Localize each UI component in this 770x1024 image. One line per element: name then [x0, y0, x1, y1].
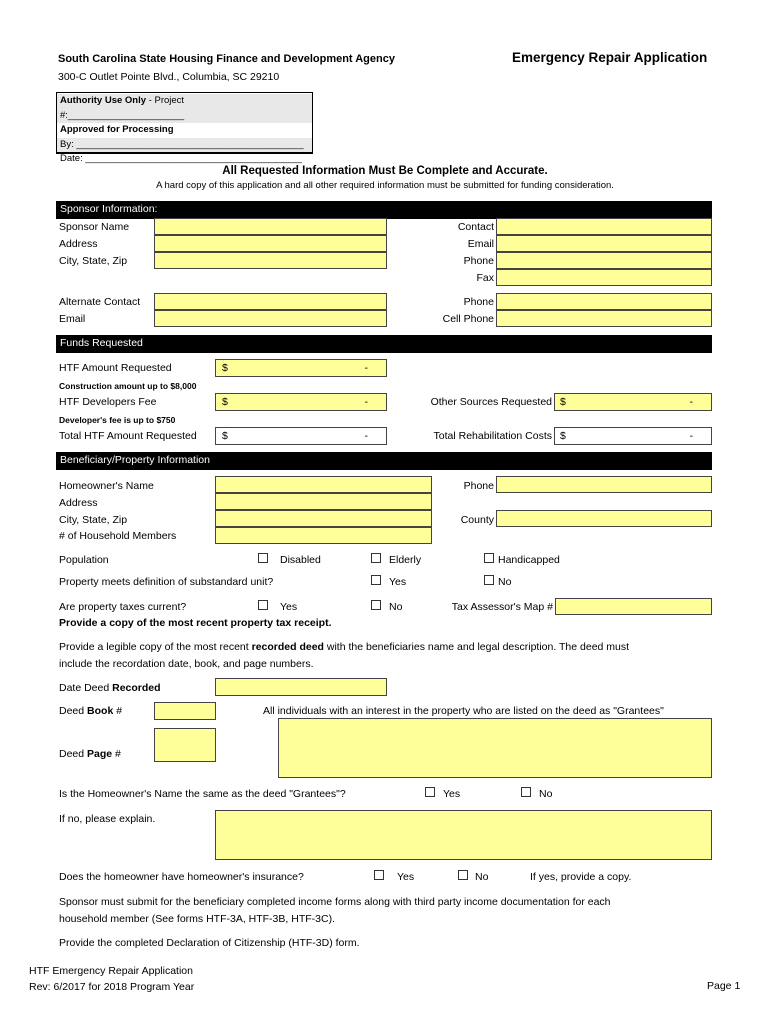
htf-amount-currency: $ [222, 362, 228, 374]
insurance-yes-label: Yes [397, 871, 415, 883]
htf-amount-field[interactable] [215, 359, 387, 377]
substandard-label: Property meets definition of substandard unit? [59, 576, 274, 588]
sponsor-city-label: City, State, Zip [59, 255, 128, 267]
footer-page-number: Page 1 [707, 980, 741, 992]
citizenship-paragraph: Provide the completed Declaration of Citizenship (HTF-3D) form. [59, 937, 360, 949]
population-label: Population [59, 554, 109, 566]
substandard-no-checkbox[interactable] [484, 575, 494, 585]
cell-phone-label: Cell Phone [442, 313, 494, 325]
deed-paragraph-line2: include the recordation date, book, and page numbers. [59, 658, 314, 670]
construction-note: Construction amount up to $8,000 [59, 381, 197, 391]
htf-amount-value: - [364, 362, 368, 374]
county-label: County [460, 514, 494, 526]
funds-section-header: Funds Requested [56, 335, 712, 353]
alt-phone-label: Phone [463, 296, 494, 308]
sponsor-name-field[interactable] [154, 218, 387, 235]
htf-dev-fee-field[interactable] [215, 393, 387, 411]
disabled-checkbox[interactable] [258, 553, 268, 563]
total-htf-label: Total HTF Amount Requested [59, 430, 197, 442]
same-name-label: Is the Homeowner's Name the same as the deed "Grantees"? [59, 788, 346, 800]
explain-label: If no, please explain. [59, 813, 156, 825]
homeowner-address-label: Address [59, 497, 98, 509]
household-members-label: # of Household Members [59, 530, 177, 542]
sponsor-name-label: Sponsor Name [59, 221, 130, 233]
tax-receipt-note: Provide a copy of the most recent property tax receipt. [59, 617, 332, 629]
other-sources-field[interactable] [554, 393, 712, 411]
beneficiary-section-header: Beneficiary/Property Information [56, 452, 712, 470]
total-htf-currency: $ [222, 430, 228, 442]
total-rehab-label: Total Rehabilitation Costs [433, 430, 552, 442]
other-sources-currency: $ [560, 396, 566, 408]
homeowner-phone-label: Phone [463, 480, 494, 492]
footer-form-name: HTF Emergency Repair Application [29, 965, 193, 977]
insurance-yes-checkbox[interactable] [374, 870, 384, 880]
sponsor-address-field[interactable] [154, 235, 387, 252]
grantees-field[interactable] [278, 718, 712, 778]
deed-paragraph-line1: Provide a legible copy of the most recent recorded deed with the beneficiaries name and legal description. The deed must [59, 641, 630, 653]
insurance-no-checkbox[interactable] [458, 870, 468, 880]
notice-headline: All Requested Information Must Be Complete and Accurate. [222, 165, 548, 177]
alt-phone-field[interactable] [496, 293, 712, 310]
phone-field[interactable] [496, 252, 712, 269]
other-sources-value: - [689, 396, 693, 408]
authority-use-label: Authority Use Only [60, 95, 147, 106]
insurance-copy-note: If yes, provide a copy. [530, 871, 632, 883]
taxes-current-label: Are property taxes current? [59, 601, 187, 613]
cell-phone-field[interactable] [496, 310, 712, 327]
handicapped-label: Handicapped [498, 554, 560, 566]
same-name-yes-checkbox[interactable] [425, 787, 435, 797]
htf-dev-fee-currency: $ [222, 396, 228, 408]
dev-fee-note: Developer's fee is up to $750 [59, 415, 176, 425]
same-name-yes-label: Yes [443, 788, 461, 800]
tax-map-field[interactable] [555, 598, 712, 615]
alt-email-field[interactable] [154, 310, 387, 327]
htf-dev-fee-label: HTF Developers Fee [59, 396, 157, 408]
taxes-yes-checkbox[interactable] [258, 600, 268, 610]
county-field[interactable] [496, 510, 712, 527]
homeowner-phone-field[interactable] [496, 476, 712, 493]
insurance-no-label: No [475, 871, 489, 883]
fax-field[interactable] [496, 269, 712, 286]
footer-revision: Rev: 6/2017 for 2018 Program Year [29, 981, 195, 993]
total-rehab-value: - [689, 430, 693, 442]
taxes-yes-label: Yes [280, 601, 298, 613]
phone-label: Phone [463, 255, 494, 267]
alt-contact-field[interactable] [154, 293, 387, 310]
fax-label: Fax [476, 272, 494, 284]
elderly-checkbox[interactable] [371, 553, 381, 563]
by-line: By: ___________________________________________ [57, 138, 312, 153]
insurance-label: Does the homeowner have homeowner's insurance? [59, 871, 304, 883]
htf-dev-fee-value: - [364, 396, 368, 408]
approved-label: Approved for Processing [60, 124, 174, 135]
sponsor-address-label: Address [59, 238, 98, 250]
explain-field[interactable] [215, 810, 712, 860]
total-htf-field [215, 427, 387, 445]
sponsor-city-field[interactable] [154, 252, 387, 269]
date-deed-field[interactable] [215, 678, 387, 696]
tax-map-label: Tax Assessor's Map # [451, 601, 553, 613]
project-number-line: - Project #:______________________ [60, 95, 185, 121]
deed-book-label: Deed Book # [59, 705, 123, 717]
substandard-no-label: No [498, 576, 512, 588]
substandard-yes-label: Yes [389, 576, 407, 588]
deed-page-label: Deed Page # [59, 748, 121, 760]
authority-use-box [56, 92, 313, 164]
taxes-no-checkbox[interactable] [371, 600, 381, 610]
deed-book-field[interactable] [154, 702, 216, 720]
sponsor-section-header: Sponsor Information: [56, 201, 712, 219]
contact-field[interactable] [496, 218, 712, 235]
agency-address: 300-C Outlet Pointe Blvd., Columbia, SC 29210 [58, 71, 280, 83]
notice-subline: A hard copy of this application and all other required information must be submitted for funding consideration. [156, 180, 614, 191]
deed-page-field[interactable] [154, 728, 216, 762]
htf-amount-label: HTF Amount Requested [59, 362, 172, 374]
household-members-field[interactable] [215, 527, 432, 544]
other-sources-label: Other Sources Requested [430, 396, 552, 408]
total-rehab-field [554, 427, 712, 445]
elderly-label: Elderly [389, 554, 422, 566]
homeowner-city-label: City, State, Zip [59, 514, 128, 526]
same-name-no-checkbox[interactable] [521, 787, 531, 797]
date-deed-label: Date Deed Recorded [59, 682, 161, 694]
homeowner-name-label: Homeowner's Name [59, 480, 154, 492]
same-name-no-label: No [539, 788, 553, 800]
agency-name: South Carolina State Housing Finance and Development Agency [58, 53, 395, 65]
income-paragraph-line2: household member (See forms HTF-3A, HTF-3B, HTF-3C). [59, 913, 335, 925]
homeowner-address-field[interactable] [215, 493, 432, 510]
total-htf-value: - [364, 430, 368, 442]
homeowner-name-field[interactable] [215, 476, 432, 493]
contact-label: Contact [457, 221, 494, 233]
disabled-label: Disabled [280, 554, 321, 566]
substandard-yes-checkbox[interactable] [371, 575, 381, 585]
page-title: Emergency Repair Application [512, 50, 708, 65]
handicapped-checkbox[interactable] [484, 553, 494, 563]
alt-contact-label: Alternate Contact [59, 296, 141, 308]
total-rehab-currency: $ [560, 430, 566, 442]
grantees-label: All individuals with an interest in the property who are listed on the deed as "Grantees" [263, 705, 664, 717]
alt-email-label: Email [59, 313, 86, 325]
taxes-no-label: No [389, 601, 403, 613]
email-label: Email [467, 238, 494, 250]
income-paragraph-line1: Sponsor must submit for the beneficiary completed income forms along with third party income documentation for each [59, 896, 611, 908]
email-field[interactable] [496, 235, 712, 252]
date-line: Date: _________________________________________ [60, 153, 302, 164]
homeowner-city-field[interactable] [215, 510, 432, 527]
